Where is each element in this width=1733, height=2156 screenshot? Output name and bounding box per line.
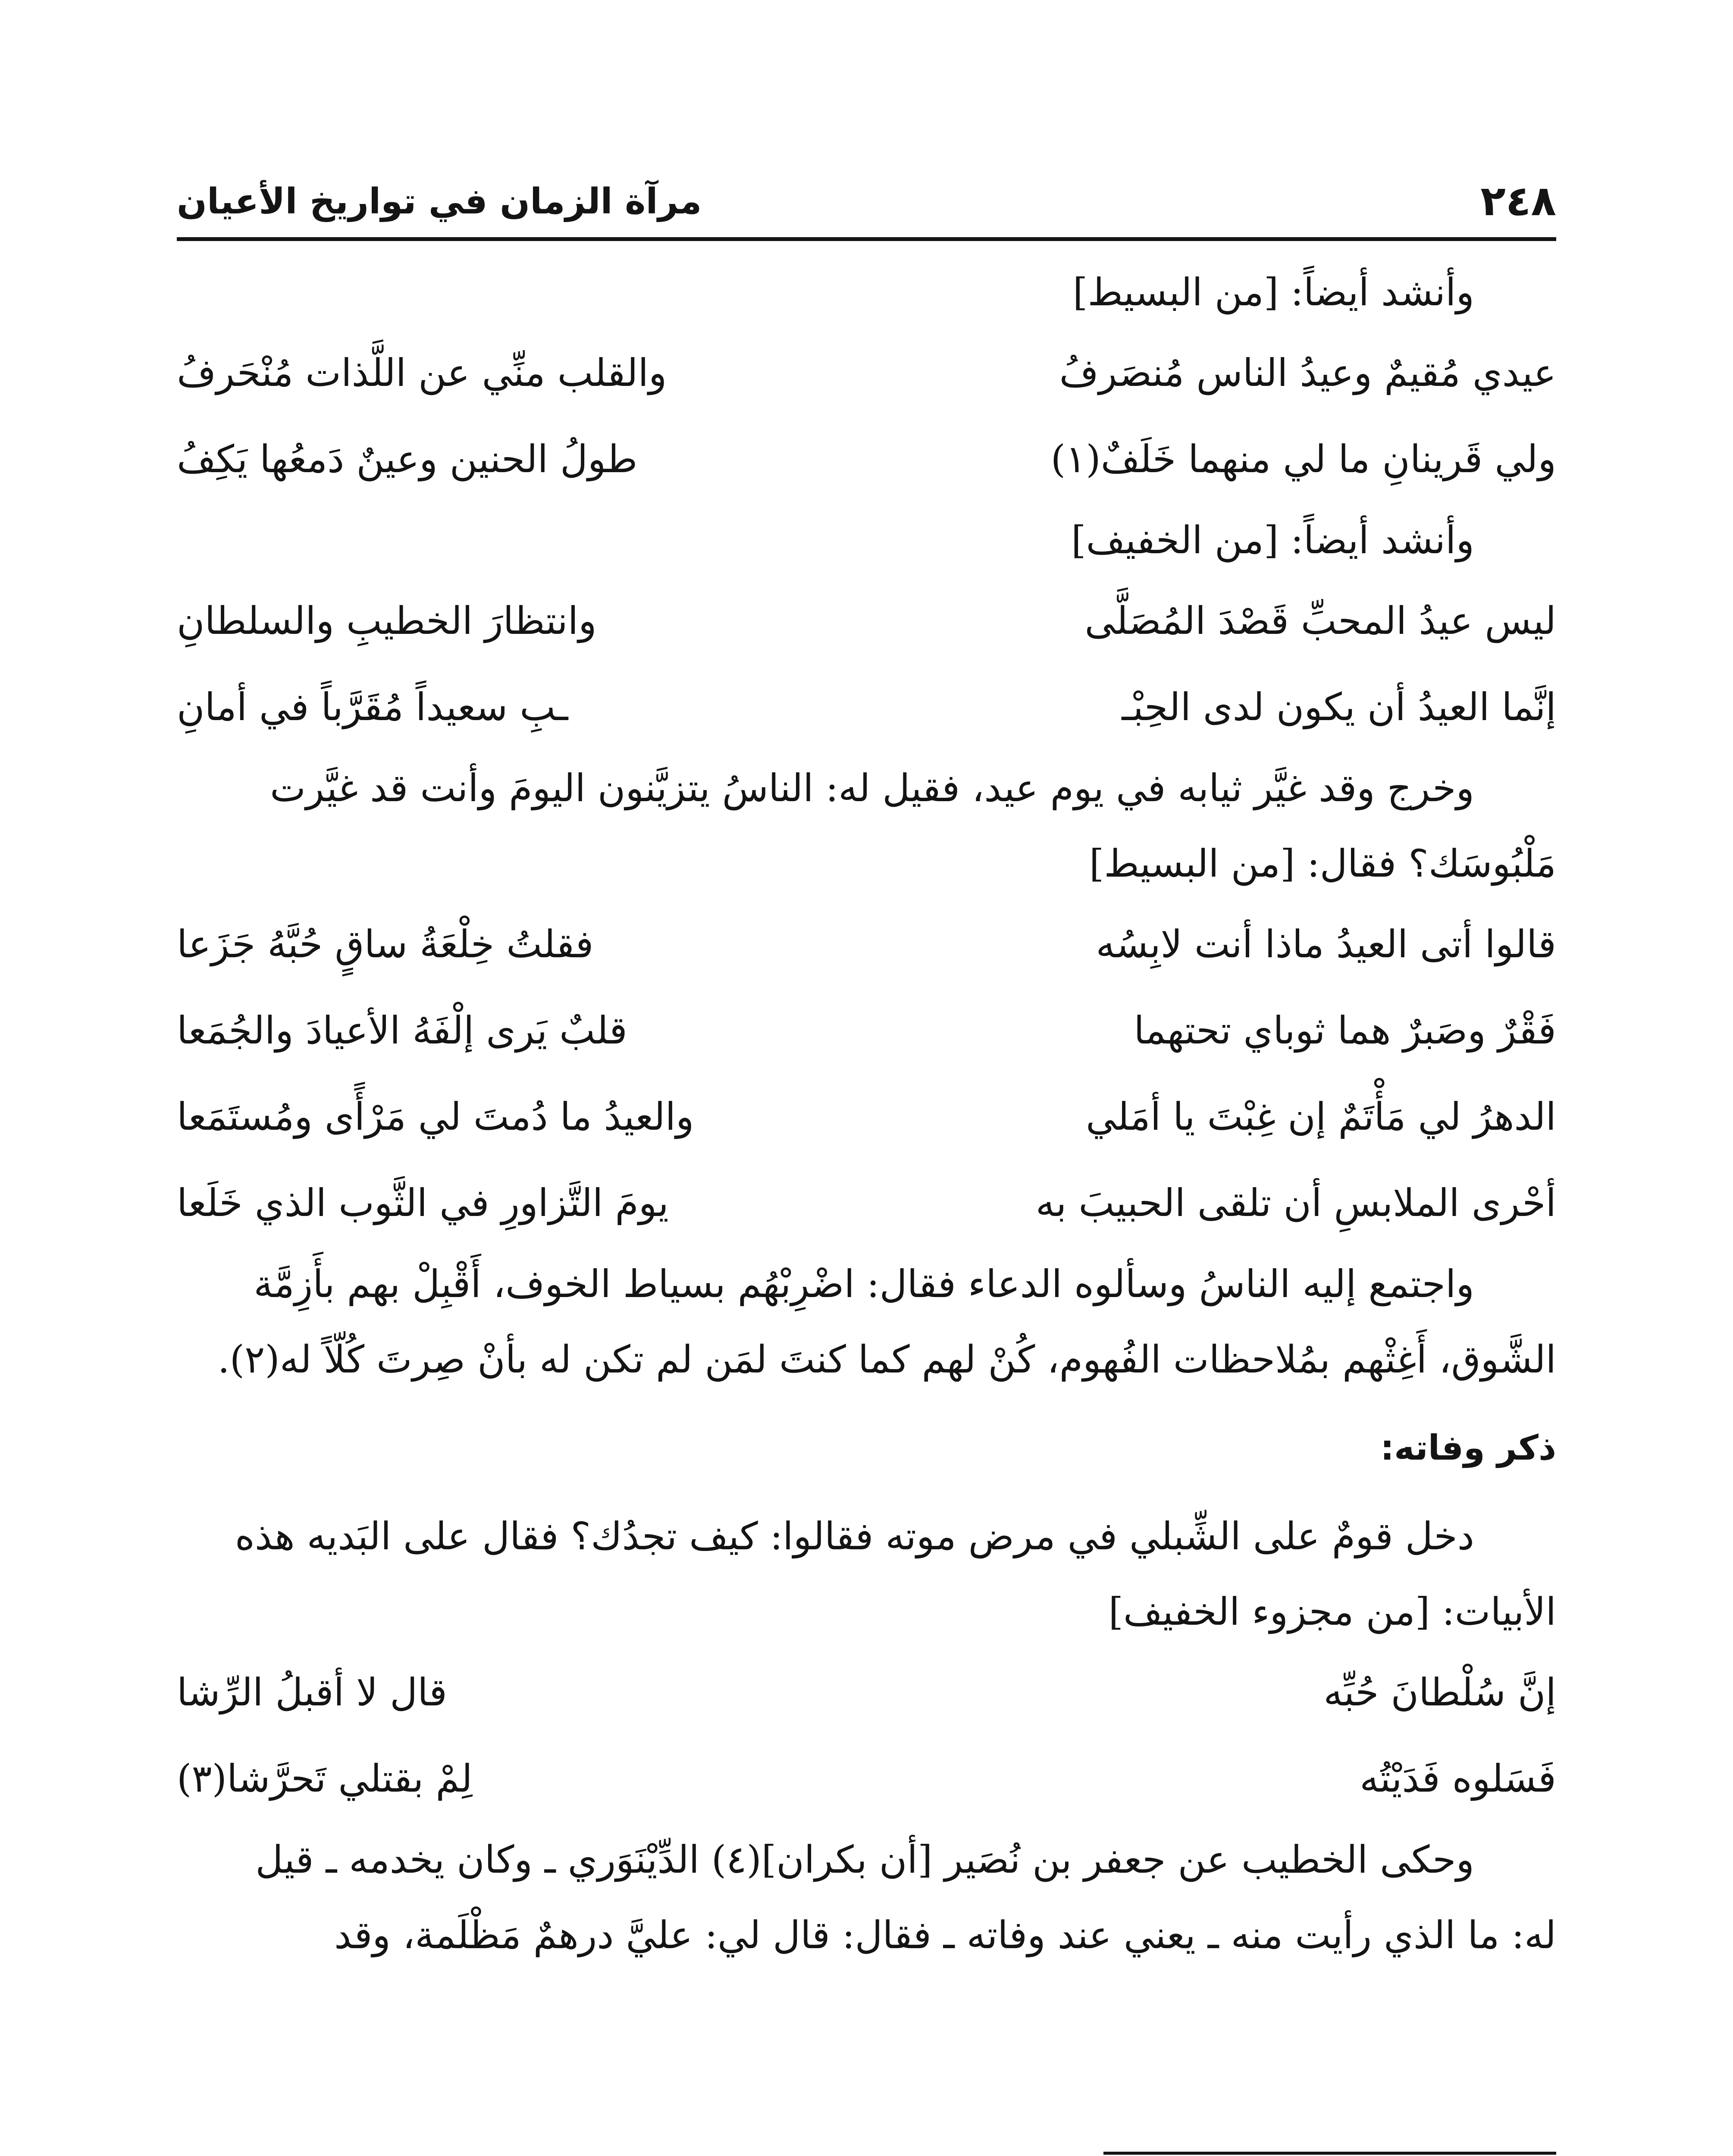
main-text (177, 254, 1556, 1973)
paragraph-line: واجتمع إليه الناسُ وسألوه الدعاء فقال: اضْرِبْهُم بسياط الخوف، أَقْبِلْ بهم بأَزِمَّة (254, 1262, 1474, 1306)
page-header (177, 172, 1556, 241)
verse-line (177, 1649, 1556, 1736)
paragraph-line: دخل قومٌ على الشِّبلي في مرض موته فقالوا: كيف تجدُك؟ فقال على البَديه هذه (235, 1514, 1474, 1558)
paragraph-line: وخرج وقد غيَّر ثيابه في يوم عيد، فقيل له: الناسُ يتزيَّنون اليومَ وأنت قد غيَّرت (270, 766, 1474, 810)
hemistich-left: فقلتُ خِلْعَةُ ساقٍ حُبَّهُ جَزَعا (177, 922, 594, 966)
verse-line (177, 330, 1556, 416)
paragraph-line: الشَّوق، أَغِثْهم بمُلاحظات الفُهوم، كُنْ لهم كما كنتَ لمَن لم تكن له بأنْ صِرتَ كُلّاً له(٢). (217, 1337, 1556, 1382)
hemistich-right: فَقْرٌ وصَبرٌ هما ثوباي تحتهما (1134, 1008, 1556, 1053)
verse-line (177, 578, 1556, 664)
hemistich-right: الدهرُ لي مَأْتَمٌ إن غِبْتَ يا أمَلي (1086, 1094, 1556, 1139)
hemistich-left: والعيدُ ما دُمتَ لي مَرْأًى ومُستَمَعا (177, 1094, 694, 1139)
running-title: مرآة الزمان في تواريخ الأعيان (177, 181, 702, 222)
hemistich-right: ولي قَرينانِ ما لي منهما خَلَفٌ(١) (1050, 437, 1556, 481)
hemistich-right: فَسَلوه فَدَيْتُه (1360, 1756, 1556, 1801)
verse-line (177, 664, 1556, 750)
verse-line (177, 987, 1556, 1074)
poem-intro: وأنشد أيضاً: [من البسيط] (1073, 270, 1474, 314)
hemistich-left: لِمْ بقتلي تَحرَّشا(٣) (177, 1756, 473, 1801)
hemistich-left: قال لا أقبلُ الرِّشا (177, 1670, 447, 1714)
hemistich-right: عيدي مُقيمٌ وعيدُ الناس مُنصَرفُ (1059, 351, 1556, 395)
hemistich-left: والقلب منِّي عن اللَّذات مُنْحَرفُ (177, 351, 667, 395)
paragraph-line: مَلْبُوسَك؟ فقال: [من البسيط] (1089, 841, 1556, 886)
poem-intro: وأنشد أيضاً: [من الخفيف] (1071, 518, 1474, 562)
hemistich-left: وانتظارَ الخطيبِ والسلطانِ (177, 599, 597, 643)
hemistich-right: إنَّما العيدُ أن يكون لدى الحِبْـ (1122, 685, 1556, 729)
verse-line (177, 1160, 1556, 1246)
hemistich-left: ـبِ سعيداً مُقَرَّباً في أمانِ (177, 685, 568, 729)
hemistich-right: أحْرى الملابسِ أن تلقى الحبيبَ به (1035, 1181, 1556, 1225)
hemistich-left: قلبٌ يَرى إلْفَهُ الأعيادَ والجُمَعا (177, 1008, 627, 1053)
footnote-divider (1103, 2152, 1556, 2155)
hemistich-right: ليس عيدُ المحبِّ قَصْدَ المُصَلَّى (1084, 599, 1556, 643)
paragraph-line: وحكى الخطيب عن جعفر بن نُصَير [أن بكران](٤) الدِّيْنَوَري ـ وكان يخدمه ـ قيل (255, 1837, 1474, 1882)
paragraph-line: الأبيات: [من مجزوء الخفيف] (1108, 1589, 1556, 1634)
verse-line (177, 416, 1556, 502)
hemistich-left: يومَ التَّزاورِ في الثَّوب الذي خَلَعا (177, 1181, 669, 1225)
hemistich-right: قالوا أتى العيدُ ماذا أنت لابِسُه (1096, 922, 1556, 966)
hemistich-right: إنَّ سُلْطانَ حُبِّه (1323, 1670, 1556, 1714)
verse-line (177, 1074, 1556, 1160)
paragraph-line: له: ما الذي رأيت منه ـ يعني عند وفاته ـ فقال: قال لي: عليَّ درهمٌ مَظْلَمة، وقد (334, 1913, 1556, 1957)
section-heading: ذكر وفاته: (1380, 1428, 1556, 1468)
page-number: ٢٤٨ (1480, 177, 1556, 225)
verse-line (177, 1736, 1556, 1822)
hemistich-left: طولُ الحنين وعينٌ دَمعُها يَكِفُ (177, 437, 638, 481)
verse-line (177, 901, 1556, 987)
